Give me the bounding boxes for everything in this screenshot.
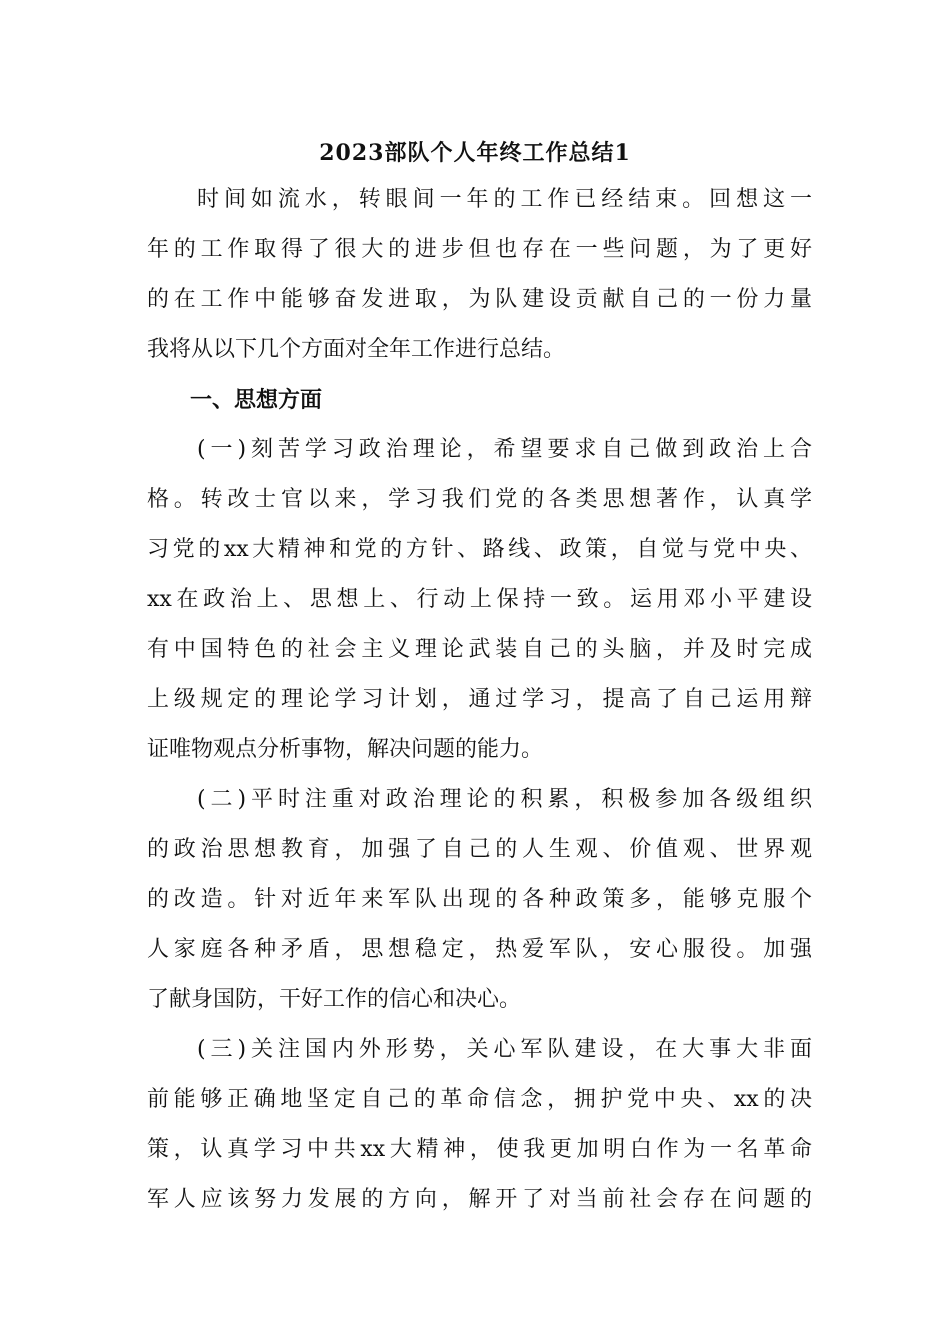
- item1-line-1: (一)刻苦学习政治理论，希望要求自己做到政治上合: [197, 437, 812, 462]
- item1-line-6: 上级规定的理论学习计划，通过学习，提高了自己运用辩: [147, 687, 812, 712]
- intro-line-3: 的在工作中能够奋发进取，为队建设贡献自己的一份力量: [147, 287, 812, 312]
- item3-line-1: (三)关注国内外形势，关心军队建设，在大事大非面: [197, 1037, 812, 1062]
- intro-line-4: 我将从以下几个方面对全年工作进行总结。: [147, 337, 566, 362]
- item2-line-5: 了献身国防，干好工作的信心和决心。: [147, 987, 522, 1012]
- item2-line-4: 人家庭各种矛盾，思想稳定，热爱军队，安心服役。加强: [147, 937, 812, 962]
- document-title: 2023部队个人年终工作总结1: [319, 140, 631, 166]
- section-heading-thought: 一、思想方面: [190, 387, 323, 413]
- item3-line-4: 军人应该努力发展的方向，解开了对当前社会存在问题的: [147, 1187, 812, 1212]
- item1-line-4: xx在政治上、思想上、行动上保持一致。运用邓小平建设: [147, 587, 812, 612]
- item3-line-3: 策，认真学习中共xx大精神，使我更加明白作为一名革命: [147, 1137, 812, 1162]
- item3-line-2: 前能够正确地坚定自己的革命信念，拥护党中央、xx的决: [147, 1087, 812, 1112]
- item1-line-5: 有中国特色的社会主义理论武装自己的头脑，并及时完成: [147, 637, 812, 662]
- item1-line-7: 证唯物观点分析事物，解决问题的能力。: [147, 737, 544, 762]
- item1-line-2: 格。转改士官以来，学习我们党的各类思想著作，认真学: [147, 487, 812, 512]
- item2-line-3: 的改造。针对近年来军队出现的各种政策多，能够克服个: [147, 887, 812, 912]
- intro-line-2: 年的工作取得了很大的进步但也存在一些问题，为了更好: [147, 237, 812, 262]
- item2-line-1: (二)平时注重对政治理论的积累，积极参加各级组织: [197, 787, 812, 812]
- item1-line-3: 习党的xx大精神和党的方针、路线、政策，自觉与党中央、: [147, 537, 812, 562]
- item2-line-2: 的政治思想教育，加强了自己的人生观、价值观、世界观: [147, 837, 812, 862]
- intro-line-1: 时间如流水，转眼间一年的工作已经结束。回想这一: [197, 187, 812, 212]
